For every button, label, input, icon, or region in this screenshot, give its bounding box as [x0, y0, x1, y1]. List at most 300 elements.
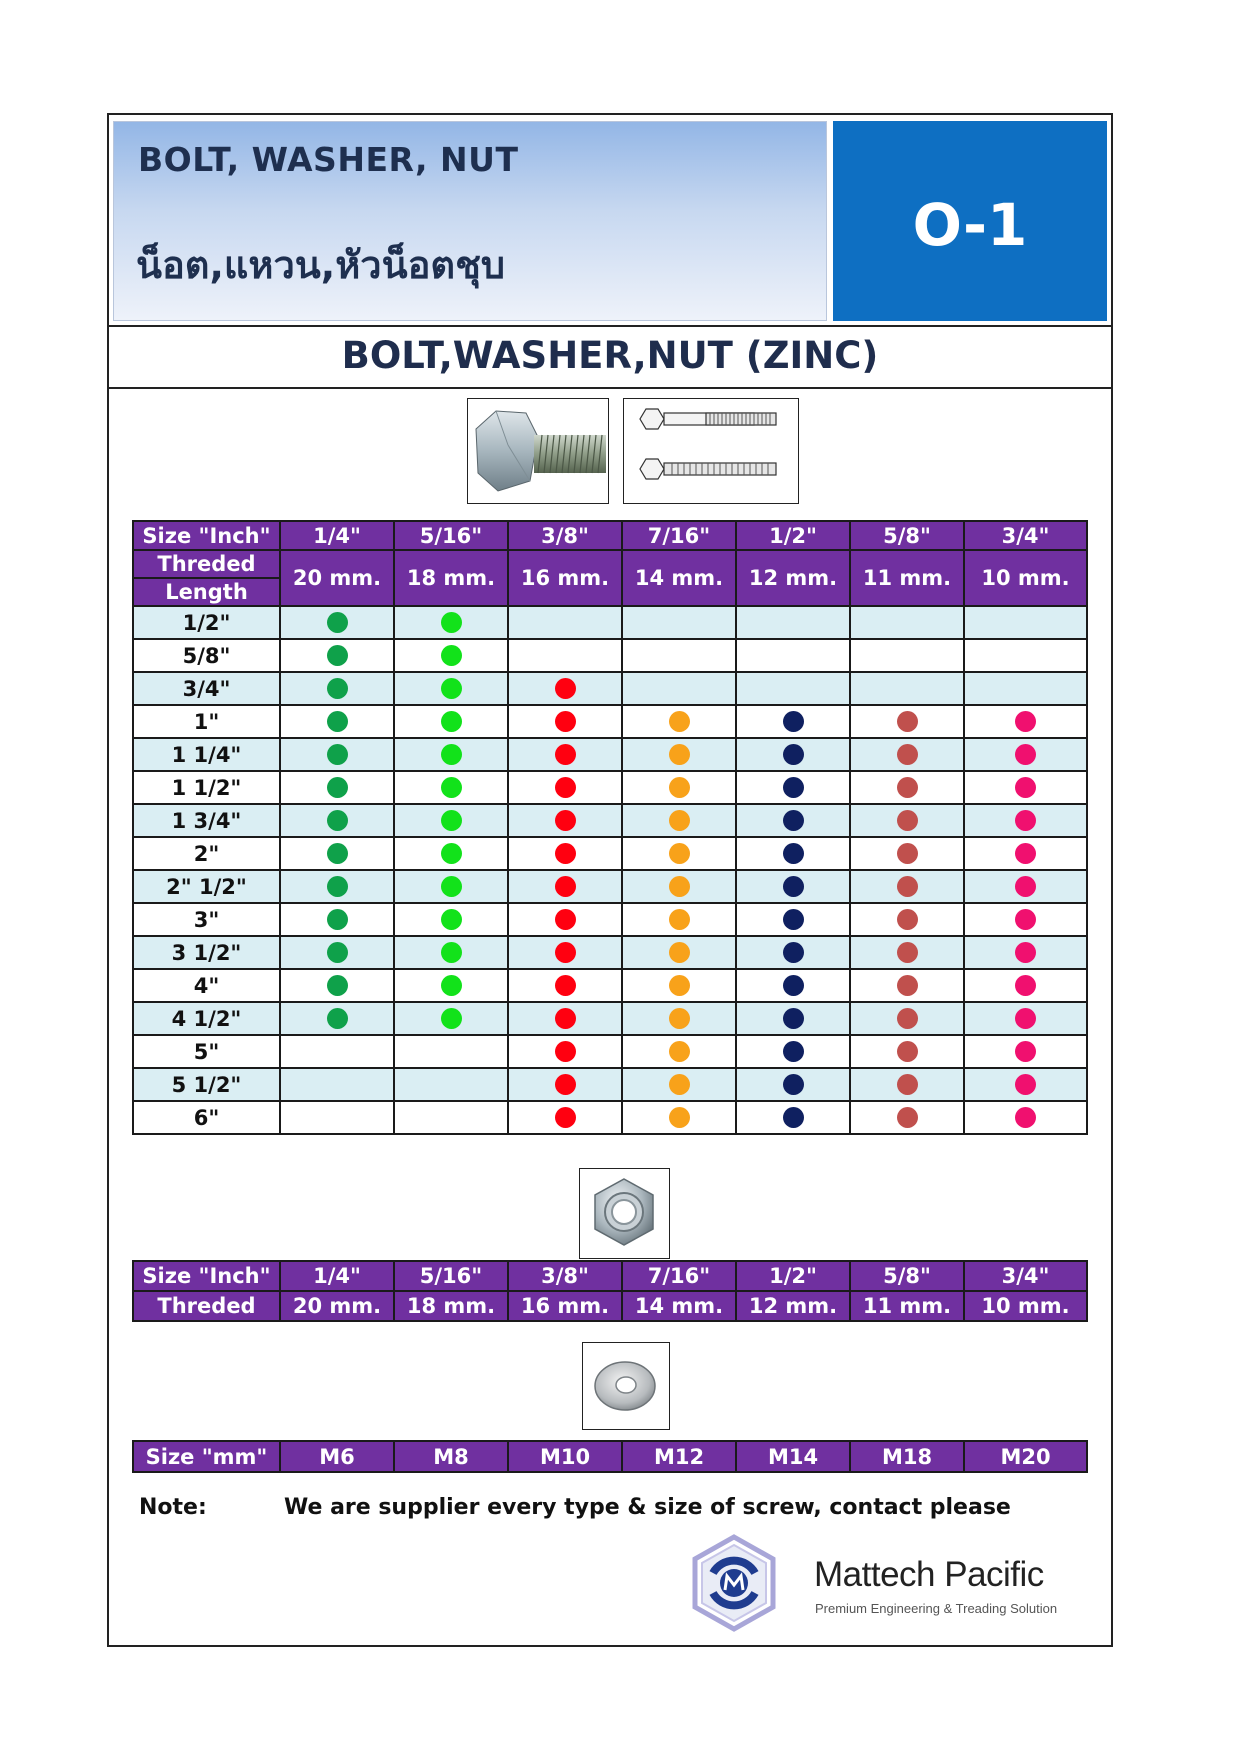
- thread-header-cell: 10 mm.: [964, 1291, 1087, 1321]
- bolt-photo: [467, 398, 609, 504]
- availability-dot: [555, 744, 576, 765]
- table-row: [133, 804, 1087, 837]
- availability-dot: [1015, 1107, 1036, 1128]
- availability-dot: [783, 876, 804, 897]
- availability-dot: [1015, 1074, 1036, 1095]
- header-title-panel: [113, 121, 827, 321]
- availability-cell: [394, 804, 508, 837]
- availability-dot: [897, 1074, 918, 1095]
- nut-thread-row: [133, 1291, 1087, 1321]
- availability-dot: [783, 777, 804, 798]
- washer-size-row: [133, 1441, 1087, 1472]
- availability-dot: [327, 645, 348, 666]
- availability-dot: [327, 876, 348, 897]
- availability-cell: [850, 903, 964, 936]
- availability-cell: [394, 1101, 508, 1134]
- availability-dot: [669, 711, 690, 732]
- size-header-cell: 7/16": [622, 1261, 736, 1291]
- availability-cell: [508, 903, 622, 936]
- note-text: We are supplier every type & size of screw, contact please: [284, 1495, 1011, 1520]
- availability-dot: [555, 711, 576, 732]
- availability-cell: [850, 969, 964, 1002]
- availability-cell: [508, 1101, 622, 1134]
- availability-dot: [669, 1041, 690, 1062]
- availability-cell: [964, 804, 1087, 837]
- availability-cell: [850, 738, 964, 771]
- availability-cell: [964, 1002, 1087, 1035]
- length-cell: 5": [133, 1035, 280, 1068]
- availability-cell: [850, 639, 964, 672]
- availability-dot: [897, 1107, 918, 1128]
- availability-dot: [897, 1041, 918, 1062]
- availability-dot: [783, 1008, 804, 1029]
- availability-dot: [327, 1008, 348, 1029]
- availability-cell: [964, 969, 1087, 1002]
- availability-dot: [1015, 876, 1036, 897]
- size-header-cell: 3/8": [508, 521, 622, 550]
- availability-dot: [783, 1074, 804, 1095]
- availability-cell: [394, 1035, 508, 1068]
- availability-dot: [1015, 1008, 1036, 1029]
- bolt-drawing: [623, 398, 799, 504]
- availability-cell: [280, 1101, 394, 1134]
- availability-cell: [394, 903, 508, 936]
- size-header-cell: 1/2": [736, 521, 850, 550]
- availability-dot: [441, 909, 462, 930]
- thread-header-cell: 20 mm.: [280, 1291, 394, 1321]
- company-logo: [689, 1533, 779, 1633]
- thread-header-cell: 11 mm.: [850, 550, 964, 606]
- length-cell: 2": [133, 837, 280, 870]
- availability-cell: [280, 1035, 394, 1068]
- availability-cell: [622, 1068, 736, 1101]
- availability-dot: [1015, 744, 1036, 765]
- availability-cell: [394, 837, 508, 870]
- availability-cell: [964, 837, 1087, 870]
- availability-dot: [783, 975, 804, 996]
- size-header-cell: 5/8": [850, 521, 964, 550]
- length-cell: 2" 1/2": [133, 870, 280, 903]
- threaded-header: Threded: [133, 1291, 280, 1321]
- size-header-cell: M14: [736, 1441, 850, 1472]
- availability-dot: [441, 711, 462, 732]
- availability-dot: [897, 711, 918, 732]
- availability-cell: [394, 738, 508, 771]
- availability-cell: [622, 705, 736, 738]
- availability-dot: [669, 744, 690, 765]
- availability-cell: [850, 1101, 964, 1134]
- availability-cell: [394, 1068, 508, 1101]
- availability-cell: [394, 969, 508, 1002]
- thread-header-cell: 20 mm.: [280, 550, 394, 606]
- availability-dot: [1015, 1041, 1036, 1062]
- availability-dot: [441, 777, 462, 798]
- length-cell: 3/4": [133, 672, 280, 705]
- availability-dot: [555, 843, 576, 864]
- availability-dot: [783, 810, 804, 831]
- availability-cell: [394, 771, 508, 804]
- size-header-cell: 3/4": [964, 1261, 1087, 1291]
- availability-dot: [441, 645, 462, 666]
- length-cell: 1 1/4": [133, 738, 280, 771]
- availability-cell: [736, 705, 850, 738]
- availability-dot: [441, 744, 462, 765]
- availability-dot: [669, 909, 690, 930]
- availability-cell: [508, 738, 622, 771]
- table-row: [133, 969, 1087, 1002]
- availability-dot: [327, 909, 348, 930]
- availability-dot: [1015, 942, 1036, 963]
- availability-dot: [897, 810, 918, 831]
- availability-dot: [555, 777, 576, 798]
- availability-dot: [555, 1107, 576, 1128]
- brand-tagline: Premium Engineering & Treading Solution: [815, 1601, 1058, 1616]
- length-cell: 5/8": [133, 639, 280, 672]
- availability-cell: [850, 1068, 964, 1101]
- size-header-cell: 3/8": [508, 1261, 622, 1291]
- availability-dot: [441, 975, 462, 996]
- availability-cell: [850, 606, 964, 639]
- nut-size-row: [133, 1261, 1087, 1291]
- table-row: [133, 837, 1087, 870]
- availability-cell: [394, 1002, 508, 1035]
- thread-header-cell: 18 mm.: [394, 1291, 508, 1321]
- length-cell: 1 3/4": [133, 804, 280, 837]
- size-header-cell: 5/8": [850, 1261, 964, 1291]
- availability-cell: [964, 903, 1087, 936]
- availability-cell: [394, 870, 508, 903]
- availability-dot: [441, 843, 462, 864]
- availability-dot: [669, 843, 690, 864]
- header: [109, 115, 1111, 327]
- availability-dot: [1015, 777, 1036, 798]
- availability-cell: [964, 771, 1087, 804]
- availability-dot: [555, 876, 576, 897]
- availability-cell: [508, 804, 622, 837]
- availability-cell: [622, 1035, 736, 1068]
- availability-cell: [736, 771, 850, 804]
- availability-cell: [736, 1101, 850, 1134]
- availability-dot: [783, 744, 804, 765]
- size-header-cell: M18: [850, 1441, 964, 1472]
- availability-cell: [850, 1035, 964, 1068]
- length-cell: 5 1/2": [133, 1068, 280, 1101]
- table-row: [133, 639, 1087, 672]
- thread-header-cell: 11 mm.: [850, 1291, 964, 1321]
- availability-dot: [897, 975, 918, 996]
- availability-cell: [622, 804, 736, 837]
- thread-header-cell: 16 mm.: [508, 550, 622, 606]
- availability-cell: [850, 804, 964, 837]
- thread-header-cell: 18 mm.: [394, 550, 508, 606]
- availability-cell: [736, 969, 850, 1002]
- availability-dot: [555, 975, 576, 996]
- availability-dot: [669, 1074, 690, 1095]
- availability-dot: [327, 942, 348, 963]
- availability-cell: [508, 837, 622, 870]
- availability-cell: [964, 1068, 1087, 1101]
- table-row: [133, 1101, 1087, 1134]
- availability-cell: [736, 903, 850, 936]
- availability-dot: [669, 1107, 690, 1128]
- size-header-cell: 5/16": [394, 521, 508, 550]
- availability-dot: [555, 1008, 576, 1029]
- size-mm-header: Size "mm": [133, 1441, 280, 1472]
- code-panel: [833, 121, 1107, 321]
- availability-cell: [964, 738, 1087, 771]
- availability-cell: [850, 771, 964, 804]
- availability-cell: [736, 1002, 850, 1035]
- thread-header-cell: 14 mm.: [622, 1291, 736, 1321]
- length-cell: 4": [133, 969, 280, 1002]
- availability-dot: [555, 942, 576, 963]
- brand-name: Mattech Pacific: [814, 1555, 1044, 1594]
- availability-cell: [964, 870, 1087, 903]
- availability-dot: [441, 678, 462, 699]
- availability-cell: [508, 1068, 622, 1101]
- availability-cell: [736, 606, 850, 639]
- availability-dot: [783, 843, 804, 864]
- availability-cell: [850, 1002, 964, 1035]
- availability-cell: [850, 837, 964, 870]
- availability-dot: [669, 975, 690, 996]
- availability-dot: [669, 942, 690, 963]
- availability-cell: [850, 936, 964, 969]
- length-cell: 1 1/2": [133, 771, 280, 804]
- availability-dot: [669, 876, 690, 897]
- availability-cell: [508, 870, 622, 903]
- availability-dot: [669, 810, 690, 831]
- availability-cell: [508, 672, 622, 705]
- availability-dot: [1015, 909, 1036, 930]
- length-cell: 3 1/2": [133, 936, 280, 969]
- availability-cell: [394, 606, 508, 639]
- thread-header-cell: 12 mm.: [736, 550, 850, 606]
- availability-cell: [508, 969, 622, 1002]
- availability-dot: [669, 777, 690, 798]
- availability-cell: [736, 870, 850, 903]
- availability-dot: [1015, 810, 1036, 831]
- availability-cell: [280, 606, 394, 639]
- availability-cell: [280, 870, 394, 903]
- size-header-cell: 1/4": [280, 1261, 394, 1291]
- thread-row-1: [133, 550, 1087, 578]
- table-row: [133, 870, 1087, 903]
- availability-cell: [964, 705, 1087, 738]
- nut-size-table: [132, 1260, 1088, 1322]
- availability-dot: [555, 1074, 576, 1095]
- availability-cell: [280, 903, 394, 936]
- table-row: [133, 672, 1087, 705]
- availability-cell: [394, 639, 508, 672]
- availability-cell: [736, 1035, 850, 1068]
- length-cell: 6": [133, 1101, 280, 1134]
- size-header-cell: M10: [508, 1441, 622, 1472]
- availability-dot: [1015, 975, 1036, 996]
- availability-dot: [897, 1008, 918, 1029]
- availability-cell: [622, 738, 736, 771]
- table-row: [133, 1002, 1087, 1035]
- availability-cell: [736, 1068, 850, 1101]
- availability-dot: [327, 975, 348, 996]
- availability-cell: [622, 1101, 736, 1134]
- availability-dot: [783, 711, 804, 732]
- thai-title: น็อต,แหวน,หัวน็อตชุบ: [136, 243, 505, 287]
- availability-dot: [897, 876, 918, 897]
- availability-cell: [622, 969, 736, 1002]
- availability-dot: [555, 1041, 576, 1062]
- thread-header-cell: 14 mm.: [622, 550, 736, 606]
- table-row: [133, 705, 1087, 738]
- availability-cell: [508, 936, 622, 969]
- availability-dot: [897, 909, 918, 930]
- availability-dot: [897, 942, 918, 963]
- availability-dot: [327, 810, 348, 831]
- availability-dot: [555, 909, 576, 930]
- availability-dot: [897, 744, 918, 765]
- availability-cell: [280, 738, 394, 771]
- table-row: [133, 936, 1087, 969]
- size-header-cell: 5/16": [394, 1261, 508, 1291]
- availability-cell: [622, 606, 736, 639]
- availability-dot: [327, 711, 348, 732]
- availability-cell: [622, 870, 736, 903]
- availability-cell: [280, 936, 394, 969]
- availability-cell: [736, 672, 850, 705]
- availability-cell: [280, 804, 394, 837]
- availability-dot: [441, 942, 462, 963]
- availability-cell: [964, 672, 1087, 705]
- table-row: [133, 738, 1087, 771]
- availability-dot: [897, 843, 918, 864]
- length-cell: 4 1/2": [133, 1002, 280, 1035]
- availability-cell: [394, 672, 508, 705]
- table-row: [133, 1035, 1087, 1068]
- thread-header-cell: 12 mm.: [736, 1291, 850, 1321]
- section-title: BOLT,WASHER,NUT (ZINC): [109, 325, 1111, 389]
- size-header-cell: M20: [964, 1441, 1087, 1472]
- availability-cell: [280, 969, 394, 1002]
- size-inch-header: Size "Inch": [133, 521, 280, 550]
- availability-dot: [555, 678, 576, 699]
- availability-cell: [964, 1101, 1087, 1134]
- availability-dot: [1015, 843, 1036, 864]
- thread-header-cell: 16 mm.: [508, 1291, 622, 1321]
- availability-cell: [508, 1002, 622, 1035]
- size-inch-header: Size "Inch": [133, 1261, 280, 1291]
- availability-dot: [783, 942, 804, 963]
- length-cell: 1/2": [133, 606, 280, 639]
- availability-cell: [280, 771, 394, 804]
- washer-photo: [582, 1342, 670, 1430]
- nut-photo: [579, 1168, 670, 1259]
- availability-cell: [622, 837, 736, 870]
- availability-cell: [280, 837, 394, 870]
- availability-dot: [327, 612, 348, 633]
- availability-cell: [736, 936, 850, 969]
- washer-size-table: [132, 1440, 1088, 1473]
- availability-cell: [622, 903, 736, 936]
- size-header-cell: 1/2": [736, 1261, 850, 1291]
- availability-cell: [736, 738, 850, 771]
- availability-cell: [508, 639, 622, 672]
- bolt-size-table: [132, 520, 1088, 1135]
- availability-dot: [897, 777, 918, 798]
- availability-cell: [622, 672, 736, 705]
- availability-dot: [327, 678, 348, 699]
- availability-cell: [622, 1002, 736, 1035]
- availability-cell: [508, 705, 622, 738]
- length-cell: 3": [133, 903, 280, 936]
- availability-cell: [394, 705, 508, 738]
- table-row: [133, 1068, 1087, 1101]
- catalog-code: O-1: [912, 191, 1028, 259]
- size-header-cell: M6: [280, 1441, 394, 1472]
- availability-dot: [441, 876, 462, 897]
- availability-dot: [555, 810, 576, 831]
- availability-cell: [964, 639, 1087, 672]
- availability-cell: [508, 606, 622, 639]
- catalog-sheet: [107, 113, 1113, 1647]
- note-label: Note:: [139, 1495, 207, 1520]
- availability-cell: [622, 771, 736, 804]
- availability-dot: [783, 1041, 804, 1062]
- availability-cell: [964, 1035, 1087, 1068]
- availability-dot: [441, 612, 462, 633]
- availability-cell: [964, 606, 1087, 639]
- availability-cell: [508, 1035, 622, 1068]
- size-header-cell: 1/4": [280, 521, 394, 550]
- size-header-cell: 7/16": [622, 521, 736, 550]
- threaded-header: Threded: [133, 550, 280, 578]
- availability-cell: [964, 936, 1087, 969]
- availability-dot: [1015, 711, 1036, 732]
- availability-dot: [669, 1008, 690, 1029]
- length-cell: 1": [133, 705, 280, 738]
- availability-cell: [280, 1068, 394, 1101]
- size-header-cell: 3/4": [964, 521, 1087, 550]
- availability-cell: [280, 639, 394, 672]
- thread-header-cell: 10 mm.: [964, 550, 1087, 606]
- availability-cell: [850, 705, 964, 738]
- availability-dot: [783, 1107, 804, 1128]
- availability-dot: [327, 744, 348, 765]
- availability-dot: [327, 777, 348, 798]
- availability-cell: [850, 672, 964, 705]
- availability-cell: [394, 936, 508, 969]
- availability-cell: [850, 870, 964, 903]
- availability-dot: [441, 810, 462, 831]
- availability-cell: [736, 837, 850, 870]
- availability-cell: [736, 804, 850, 837]
- availability-cell: [280, 1002, 394, 1035]
- availability-cell: [280, 705, 394, 738]
- availability-cell: [280, 672, 394, 705]
- availability-dot: [783, 909, 804, 930]
- table-row: [133, 606, 1087, 639]
- page-title: BOLT, WASHER, NUT: [138, 140, 519, 179]
- length-header: Length: [133, 578, 280, 606]
- table-row: [133, 903, 1087, 936]
- size-header-cell: M8: [394, 1441, 508, 1472]
- availability-cell: [622, 639, 736, 672]
- availability-cell: [622, 936, 736, 969]
- availability-cell: [736, 639, 850, 672]
- table-row: [133, 771, 1087, 804]
- availability-cell: [508, 771, 622, 804]
- availability-dot: [327, 843, 348, 864]
- size-header-cell: M12: [622, 1441, 736, 1472]
